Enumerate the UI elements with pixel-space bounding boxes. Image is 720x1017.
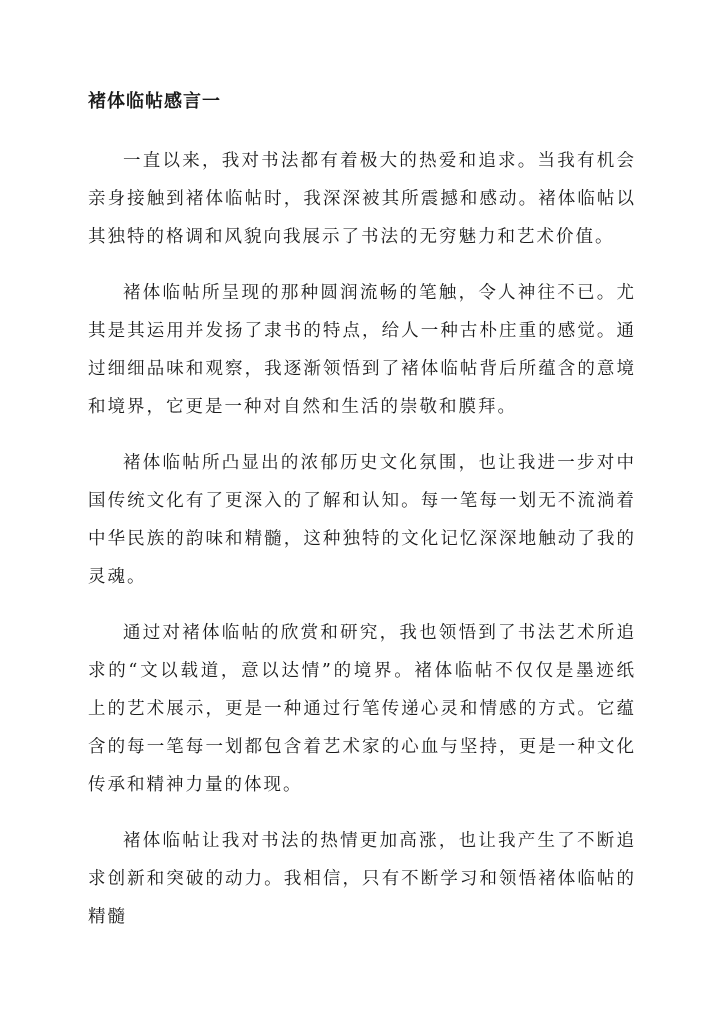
paragraph: 褚体临帖所呈现的那种圆润流畅的笔触，令人神往不已。尤其是其运用并发扬了隶书的特点，给人一种古朴庄重的感觉。通过细细品味和观察，我逐渐领悟到了褚体临帖背后所蕴含的意境和境界，它更是一种对自然和生活的崇敬和膜拜。 bbox=[88, 283, 636, 417]
paragraph: 褚体临帖让我对书法的热情更加高涨，也让我产生了不断追求创新和突破的动力。我相信，只有不断学习和领悟褚体临帖的精髓 bbox=[88, 831, 636, 927]
paragraph: 褚体临帖所凸显出的浓郁历史文化氛围，也让我进一步对中国传统文化有了更深入的了解和认知。每一笔每一划无不流淌着中华民族的韵味和精髓，这种独特的文化记忆深深地触动了我的灵魂。 bbox=[88, 453, 636, 587]
document-title: 褚体临帖感言一 bbox=[88, 91, 221, 112]
paragraph: 通过对褚体临帖的欣赏和研究，我也领悟到了书法艺术所追求的“文以载道，意以达情”的境界。褚体临帖不仅仅是墨迹纸上的艺术展示，更是一种通过行笔传递心灵和情感的方式。它蕴含的每一笔每一划都包含着艺术家的心血与坚持，更是一种文化传承和精神力量的体现。 bbox=[88, 623, 636, 795]
document-body bbox=[88, 142, 636, 954]
paragraph: 一直以来，我对书法都有着极大的热爱和追求。当我有机会亲身接触到褚体临帖时，我深深被其所震撼和感动。褚体临帖以其独特的格调和风貌向我展示了书法的无穷魅力和艺术价值。 bbox=[88, 151, 636, 247]
